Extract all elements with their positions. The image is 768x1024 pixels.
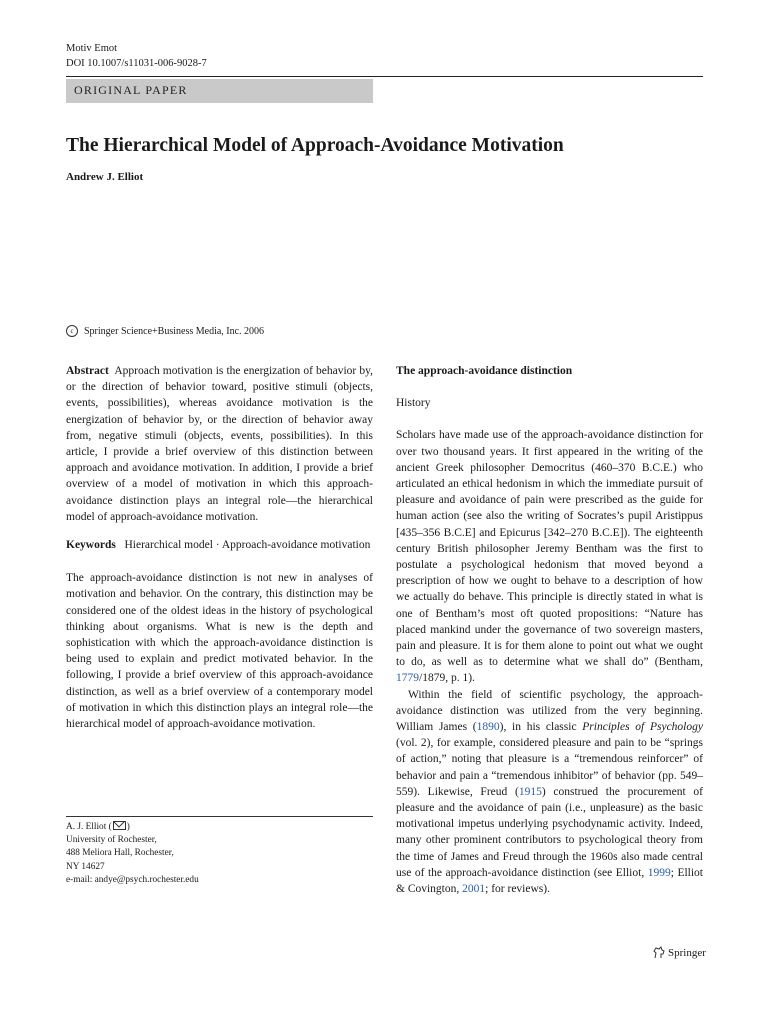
doi: DOI 10.1007/s11031-006-9028-7 bbox=[66, 58, 207, 69]
header-rule bbox=[66, 76, 703, 77]
footnote-author-line: A. J. Elliot ( ) bbox=[66, 822, 130, 832]
journal-header bbox=[66, 41, 207, 71]
abstract-label: Abstract bbox=[66, 365, 109, 377]
keywords-text: Hierarchical model · Approach-avoidance motivation bbox=[124, 539, 371, 552]
paper-type-band bbox=[66, 79, 373, 103]
abstract bbox=[66, 363, 373, 525]
copyright-icon: c bbox=[66, 325, 78, 337]
footnote-affiliation: University of Rochester, bbox=[66, 835, 157, 846]
footnote-author: A. J. Elliot bbox=[66, 822, 107, 832]
citation-link[interactable]: 1779 bbox=[396, 672, 419, 685]
keywords bbox=[66, 537, 373, 553]
author-footnote bbox=[66, 821, 199, 887]
paper-title: The Hierarchical Model of Approach-Avoidance Motivation bbox=[66, 135, 564, 156]
history-paragraph-1: Scholars have made use of the approach-avoidance distinction for over two thousand years. It first appeared in the writing of the ancient Greek philosopher Democritus (460–370 B.C.E.) who articulated an ethical hedonism in which the immediate pursuit of pleasure and avoidance of pain were prescribed as the guide for human action (see also the writing of Socrates’s pupil Aristippus [435–356 B.C.E] and Epicurus [342–270 B.C.E]). The eighteenth century British philosopher Jeremy Bentham was the first to postulate a psychological hedonism that moved beyond a prescription of how we ought to behave to a description of how we actually do behave. This principle is directly stated in what is one of Bentham’s most oft quoted propositions: “Nature has placed mankind under the governance of two sovereign masters, pain and pleasure. It is for them alone to point out what we ought to do, as well as to determine what we shall do” (Bentham, 1779/1879, p. 1). bbox=[396, 429, 703, 685]
subsection-heading: History bbox=[396, 397, 431, 410]
footnote-rule bbox=[66, 816, 373, 817]
author-name: Andrew J. Elliot bbox=[66, 171, 144, 183]
footnote-address2: NY 14627 bbox=[66, 861, 105, 872]
publisher-name: Springer bbox=[668, 947, 706, 959]
book-title: Principles of Psychology bbox=[582, 721, 703, 734]
citation-link[interactable]: 1890 bbox=[476, 721, 500, 734]
citation-link[interactable]: 1915 bbox=[518, 785, 542, 798]
intro-paragraph: The approach-avoidance distinction is not new in analyses of motivation and behavior. On the contrary, this distinction may be considered one of the oldest ideas in the history of psychological thinking about organisms. What is new is the depth and sophistication with which the approach-avoidance distinction is being used to explain and predict motivated behavior. In the following, I provide a brief overview of this approach-avoidance distinction, as well as a brief overview of a contemporary model of motivation in which this distinction plays an integral role—the hierarchical model of approach-avoidance motivation. bbox=[66, 572, 373, 731]
left-column bbox=[66, 363, 373, 732]
history-paragraph-2: Within the field of scientific psychology, the approach-avoidance distinction was utilized from the very beginning. William James (1890), in his classic Principles of Psychology (vol. 2), for example, considered pleasure and pain to be “springs of action,” noting that pleasure is a “tremendous reinforcer” of behavior and pain a “tremendous inhibitor” of behavior (pp. 549–559). Likewise, Freud (1915) construed the procurement of pleasure and the avoidance of pain (i.e., unpleasure) as the basic motivational impetus underlying psychodynamic activity. Indeed, many other prominent contributors to psychological theory from the time of James and Freud through the 1960s also made central use of the approach-avoidance distinction (see Elliot, 1999; Elliot & Covington, 2001; for reviews). bbox=[396, 688, 703, 896]
publisher-logo bbox=[652, 946, 706, 960]
keywords-label: Keywords bbox=[66, 539, 116, 552]
journal-name: Motiv Emot bbox=[66, 43, 118, 54]
envelope-icon bbox=[113, 821, 126, 830]
copyright-text: Springer Science+Business Media, Inc. 2006 bbox=[84, 325, 265, 337]
abstract-text: Approach motivation is the energization of behavior by, or the direction of behavior toward, positive stimuli (objects, events, possibilities), whereas avoidance motivation is the energization of behavior by, or the direction of behavior away from, negative stimuli (objects, events, possibilities). In this article, I provide a brief overview of this distinction between approach and avoidance motivation. In addition, I provide a brief overview of a model of motivation in which this approach-avoidance distinction plays an integral role—the hierarchical model of approach-avoidance motivation. bbox=[66, 365, 373, 523]
copyright-line bbox=[66, 325, 264, 337]
right-column bbox=[396, 363, 703, 897]
paper-type-label: ORIGINAL PAPER bbox=[74, 83, 188, 97]
footnote-email[interactable]: e-mail: andye@psych.rochester.edu bbox=[66, 874, 199, 885]
citation-link[interactable]: 2001 bbox=[462, 883, 486, 896]
citation-link[interactable]: 1999 bbox=[647, 866, 671, 879]
section-heading: The approach-avoidance distinction bbox=[396, 365, 573, 377]
footnote-address1: 488 Meliora Hall, Rochester, bbox=[66, 848, 174, 859]
springer-horse-icon bbox=[652, 946, 666, 960]
